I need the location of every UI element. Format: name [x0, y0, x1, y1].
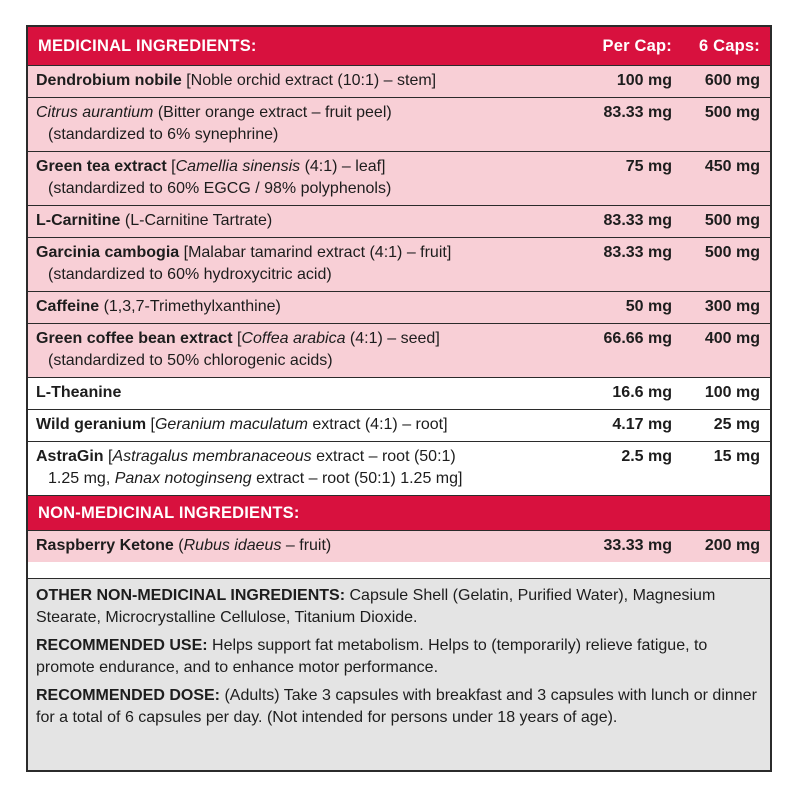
ingredient-row — [28, 441, 770, 495]
per-cap-amount: 16.6 mg — [612, 384, 672, 401]
six-caps-amount: 300 mg — [704, 298, 760, 315]
ingredient-text-part: L-Theanine — [36, 384, 122, 401]
ingredient-text-part: Citrus aurantium — [36, 104, 154, 121]
ingredient-text-part: Wild geranium — [36, 416, 147, 433]
ingredient-text-part: Rubus idaeus — [183, 537, 282, 554]
ingredient-text-part: Astragalus membranaceous — [112, 448, 312, 465]
ingredient-row — [28, 323, 770, 377]
six-caps-amount: 450 mg — [704, 158, 760, 175]
ingredient-text-part: Dendrobium nobile — [36, 72, 182, 89]
ingredient-text-part: [Malabar tamarind extract (4:1) – fruit] — [179, 244, 452, 261]
non-medicinal-header — [28, 495, 770, 530]
ingredient-row — [28, 377, 770, 409]
footer-text: Helps support fat metabolism. Helps to (temporarily) relieve fatigue, to promote endurance, and to enhance motor performance. — [36, 637, 708, 676]
per-cap-header: Per Cap: — [602, 36, 672, 55]
six-caps-amount: 15 mg — [713, 448, 760, 465]
ingredient-text-part: (L-Carnitine Tartrate) — [120, 212, 273, 229]
non-medicinal-title: NON-MEDICINAL INGREDIENTS: — [38, 503, 300, 522]
six-caps-amount: 500 mg — [704, 212, 760, 229]
ingredient-text-part: Garcinia cambogia — [36, 244, 180, 261]
ingredient-text-part: (standardized to 6% synephrine) — [48, 126, 279, 143]
ingredient-name — [28, 242, 534, 291]
six-caps-header: 6 Caps: — [698, 36, 760, 55]
footer-notes — [28, 578, 770, 770]
ingredient-text-part: Green coffee bean extract — [36, 330, 233, 347]
supplement-facts-panel — [26, 25, 772, 772]
ingredient-text-part: – fruit) — [281, 537, 332, 554]
per-cap-amount: 100 mg — [616, 72, 672, 89]
ingredient-name — [28, 414, 534, 441]
ingredient-row — [28, 530, 770, 562]
ingredient-text-part: Camellia sinensis — [175, 158, 301, 175]
ingredient-row — [28, 97, 770, 151]
six-caps-amount: 500 mg — [704, 104, 760, 121]
ingredient-row — [28, 205, 770, 237]
ingredient-name — [28, 328, 534, 377]
ingredient-text-part: 1.25 mg, — [48, 470, 115, 487]
footer-paragraph — [36, 635, 762, 679]
ingredient-text-part: Raspberry Ketone — [36, 537, 174, 554]
medicinal-title: MEDICINAL INGREDIENTS: — [38, 36, 257, 55]
ingredient-text-part: ( — [173, 537, 184, 554]
ingredient-detail — [36, 124, 534, 146]
six-caps-amount: 25 mg — [713, 416, 760, 433]
ingredient-text-part: (standardized to 60% EGCG / 98% polyphenols) — [48, 180, 392, 197]
ingredient-text-part: [Noble orchid extract (10:1) – stem] — [181, 72, 437, 89]
ingredient-name — [28, 382, 534, 409]
footer-paragraph — [36, 585, 762, 629]
ingredient-row — [28, 151, 770, 205]
ingredient-text-part: extract – root (50:1) — [311, 448, 456, 465]
ingredient-name — [28, 210, 534, 237]
ingredient-text-part: (Bitter orange extract – fruit peel) — [153, 104, 392, 121]
non-medicinal-ingredient-list — [28, 530, 770, 562]
medicinal-header — [28, 27, 770, 65]
ingredient-text-part: (standardized to 60% hydroxycitric acid) — [48, 266, 332, 283]
per-cap-amount: 83.33 mg — [603, 244, 672, 261]
ingredient-detail — [36, 468, 534, 490]
six-caps-amount: 100 mg — [704, 384, 760, 401]
ingredient-text-part: Green tea extract — [36, 158, 167, 175]
ingredient-text-part: (4:1) – leaf] — [300, 158, 386, 175]
ingredient-text-part: (4:1) – seed] — [345, 330, 440, 347]
ingredient-text-part: [ — [166, 158, 176, 175]
per-cap-amount: 83.33 mg — [603, 104, 672, 121]
six-caps-amount: 600 mg — [704, 72, 760, 89]
ingredient-text-part: AstraGin — [36, 448, 104, 465]
ingredient-row — [28, 291, 770, 323]
per-cap-amount: 50 mg — [625, 298, 672, 315]
ingredient-text-part: (standardized to 50% chlorogenic acids) — [48, 352, 333, 369]
footer-label: OTHER NON-MEDICINAL INGREDIENTS: — [36, 587, 346, 604]
footer-label: RECOMMENDED USE: — [36, 637, 208, 654]
ingredient-text-part: Geranium maculatum — [154, 416, 308, 433]
six-caps-amount: 200 mg — [704, 537, 760, 554]
footer-text: (Adults) Take 3 capsules with breakfast and 3 capsules with lunch or dinner for a total of 6 capsules per day. (Not intended for persons under 18 years of age). — [36, 687, 757, 726]
ingredient-text-part: Coffea arabica — [241, 330, 346, 347]
ingredient-detail — [36, 350, 534, 372]
ingredient-row — [28, 65, 770, 97]
ingredient-text-part: Panax notoginseng — [114, 470, 252, 487]
six-caps-amount: 400 mg — [704, 330, 760, 347]
per-cap-amount: 66.66 mg — [603, 330, 672, 347]
per-cap-amount: 4.17 mg — [612, 416, 672, 433]
ingredient-text-part: [ — [103, 448, 113, 465]
ingredient-row — [28, 409, 770, 441]
ingredient-name — [28, 296, 534, 323]
ingredient-text-part: extract – root (50:1) 1.25 mg] — [251, 470, 463, 487]
ingredient-detail — [36, 178, 534, 200]
ingredient-name — [28, 102, 534, 151]
per-cap-amount: 83.33 mg — [603, 212, 672, 229]
ingredient-name — [28, 446, 534, 495]
ingredient-text-part: Caffeine — [36, 298, 100, 315]
ingredient-text-part: [ — [146, 416, 155, 433]
footer-label: RECOMMENDED DOSE: — [36, 687, 221, 704]
footer-text: Capsule Shell (Gelatin, Purified Water), Magnesium Stearate, Microcrystalline Cellulose, Titanium Dioxide. — [36, 587, 716, 626]
ingredient-detail — [36, 264, 534, 286]
per-cap-amount: 33.33 mg — [603, 537, 672, 554]
ingredient-text-part: extract (4:1) – root] — [307, 416, 448, 433]
ingredient-name — [28, 535, 534, 562]
per-cap-amount: 2.5 mg — [621, 448, 672, 465]
per-cap-amount: 75 mg — [625, 158, 672, 175]
six-caps-amount: 500 mg — [704, 244, 760, 261]
ingredient-text-part: [ — [232, 330, 242, 347]
ingredient-text-part: L-Carnitine — [36, 212, 121, 229]
ingredient-name — [28, 156, 534, 205]
ingredient-name — [28, 70, 534, 97]
footer-paragraph — [36, 685, 762, 729]
ingredient-text-part: (1,3,7-Trimethylxanthine) — [99, 298, 281, 315]
medicinal-ingredient-list — [28, 65, 770, 495]
ingredient-row — [28, 237, 770, 291]
